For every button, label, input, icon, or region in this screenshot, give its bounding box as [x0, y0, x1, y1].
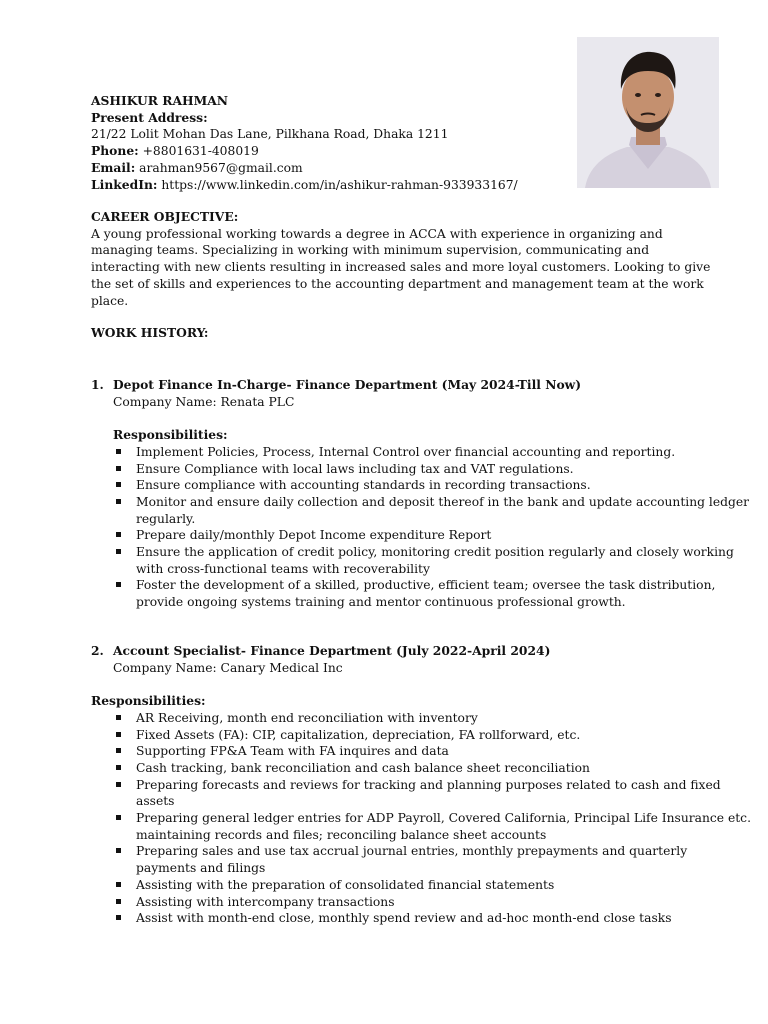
- list-item: [91, 760, 721, 777]
- bullet-icon: [116, 499, 121, 504]
- list-item-text: Assisting with intercompany transactions: [136, 894, 395, 909]
- career-objective-section: [91, 209, 711, 309]
- bullet-icon: [116, 765, 121, 770]
- list-item-text: Assist with month-end close, monthly spend review and ad-hoc month-end close tasks: [136, 911, 672, 926]
- bullet-icon: [116, 782, 121, 787]
- objective-line: managing teams. Specializing in working with minimum supervision, communicating and: [91, 243, 650, 258]
- career-objective-heading: CAREER OBJECTIVE:: [91, 209, 239, 224]
- contact-header: [91, 93, 571, 193]
- candidate-name: ASHIKUR RAHMAN: [91, 93, 229, 108]
- bullet-icon: [116, 582, 121, 587]
- bullet-icon: [116, 882, 121, 887]
- company-name: Company Name: Canary Medical Inc: [113, 660, 343, 675]
- list-item-text: Cash tracking, bank reconciliation and cash balance sheet reconciliation: [136, 760, 590, 775]
- list-item: [91, 494, 750, 527]
- list-item: [91, 743, 721, 760]
- responsibilities-heading: Responsibilities:: [91, 693, 206, 709]
- person-portrait-icon: [577, 37, 719, 188]
- objective-line: place.: [91, 293, 129, 308]
- job-entry: [91, 643, 751, 927]
- email-label: Email:: [91, 159, 136, 175]
- list-item-text: Assisting with the preparation of consolidated financial statements: [136, 877, 555, 892]
- email-row: [91, 160, 571, 177]
- bullet-icon: [116, 848, 121, 853]
- bullet-icon: [116, 899, 121, 904]
- list-item-text: Ensure Compliance with local laws including tax and VAT regulations.: [136, 461, 574, 476]
- linkedin-row: [91, 177, 571, 194]
- address-value: 21/22 Lolit Mohan Das Lane, Pilkhana Road, Dhaka 1211: [91, 127, 449, 142]
- career-objective-text: [91, 226, 711, 310]
- responsibilities-heading: Responsibilities:: [113, 427, 228, 443]
- bullet-icon: [116, 715, 121, 720]
- list-item-text: provide ongoing systems training and mentor continuous professional growth.: [136, 595, 626, 610]
- objective-line: interacting with new clients resulting in increased sales and more loyal customers. Looking to give: [91, 260, 711, 275]
- phone-row: [91, 143, 571, 160]
- list-item: [91, 843, 721, 876]
- list-item-text: maintaining records and files; reconciling balance sheet accounts: [136, 827, 547, 842]
- bullet-icon: [116, 532, 121, 537]
- list-item: [91, 461, 721, 478]
- job-number: 1.: [91, 377, 104, 392]
- list-item: [91, 710, 721, 727]
- list-item-text: Ensure compliance with accounting standards in recording transactions.: [136, 478, 591, 493]
- list-item-text: Fixed Assets (FA): CIP, capitalization, depreciation, FA rollforward, etc.: [136, 727, 581, 742]
- job-entry: [91, 377, 750, 611]
- company-name: Company Name: Renata PLC: [113, 394, 295, 409]
- list-item-text: assets: [136, 794, 175, 809]
- job-title: 1. Depot Finance In-Charge- Finance Department (May 2024-Till Now): [91, 377, 582, 392]
- list-item-text: Preparing sales and use tax accrual journal entries, monthly prepayments and quarterly: [136, 844, 688, 859]
- bullet-icon: [116, 482, 121, 487]
- phone-label: Phone:: [91, 143, 139, 159]
- list-item: [91, 727, 721, 744]
- job-number: 2.: [91, 643, 104, 658]
- list-item-text: AR Receiving, month end reconciliation with inventory: [136, 710, 478, 725]
- list-item-text: Prepare daily/monthly Depot Income expenditure Report: [136, 528, 492, 543]
- linkedin-label: LinkedIn:: [91, 176, 158, 192]
- objective-line: the set of skills and experiences to the accounting department and management team at the work: [91, 276, 704, 291]
- work-history-heading: WORK HISTORY:: [91, 325, 209, 340]
- phone-value: +8801631-408019: [142, 144, 259, 159]
- objective-line: A young professional working towards a degree in ACCA with experience in organizing and: [91, 226, 663, 241]
- list-item-text: Implement Policies, Process, Internal Control over financial accounting and reporting.: [136, 444, 676, 459]
- list-item: [91, 527, 721, 544]
- address-label: Present Address:: [91, 109, 208, 125]
- list-item-text: Monitor and ensure daily collection and deposit thereof in the bank and update accounting ledger: [136, 494, 750, 509]
- bullet-icon: [116, 449, 121, 454]
- list-item: [91, 577, 721, 610]
- list-item-text: regularly.: [136, 511, 196, 526]
- list-item-text: Preparing forecasts and reviews for tracking and planning purposes related to cash and fixed: [136, 777, 721, 792]
- profile-photo: [577, 37, 719, 188]
- bullet-icon: [116, 732, 121, 737]
- list-item-text: Preparing general ledger entries for ADP Payroll, Covered California, Principal Life Insurance etc.: [136, 811, 751, 826]
- list-item-text: Ensure the application of credit policy, monitoring credit position regularly and closely working: [136, 545, 734, 560]
- list-item: [91, 877, 721, 894]
- list-item: [91, 444, 721, 461]
- list-item: [91, 477, 721, 494]
- list-item-text: payments and filings: [136, 861, 266, 876]
- job-title: 2. Account Specialist- Finance Department (July 2022-April 2024): [91, 643, 551, 658]
- bullet-icon: [116, 748, 121, 753]
- bullet-icon: [116, 549, 121, 554]
- list-item: [91, 910, 721, 927]
- list-item-text: Supporting FP&A Team with FA inquires and data: [136, 744, 449, 759]
- bullet-icon: [116, 815, 121, 820]
- list-item: [91, 810, 751, 843]
- list-item: [91, 894, 721, 911]
- list-item: [91, 777, 721, 810]
- linkedin-url[interactable]: https://www.linkedin.com/in/ashikur-rahman-933933167/: [161, 177, 518, 192]
- bullet-icon: [116, 466, 121, 471]
- responsibilities-list: [91, 710, 751, 927]
- bullet-icon: [116, 915, 121, 920]
- list-item: [91, 544, 734, 577]
- list-item-text: with cross-functional teams with recoverability: [136, 561, 430, 576]
- list-item-text: Foster the development of a skilled, productive, efficient team; oversee the task distribution,: [136, 578, 716, 593]
- responsibilities-list: [91, 444, 750, 611]
- email-value[interactable]: arahman9567@gmail.com: [139, 160, 303, 175]
